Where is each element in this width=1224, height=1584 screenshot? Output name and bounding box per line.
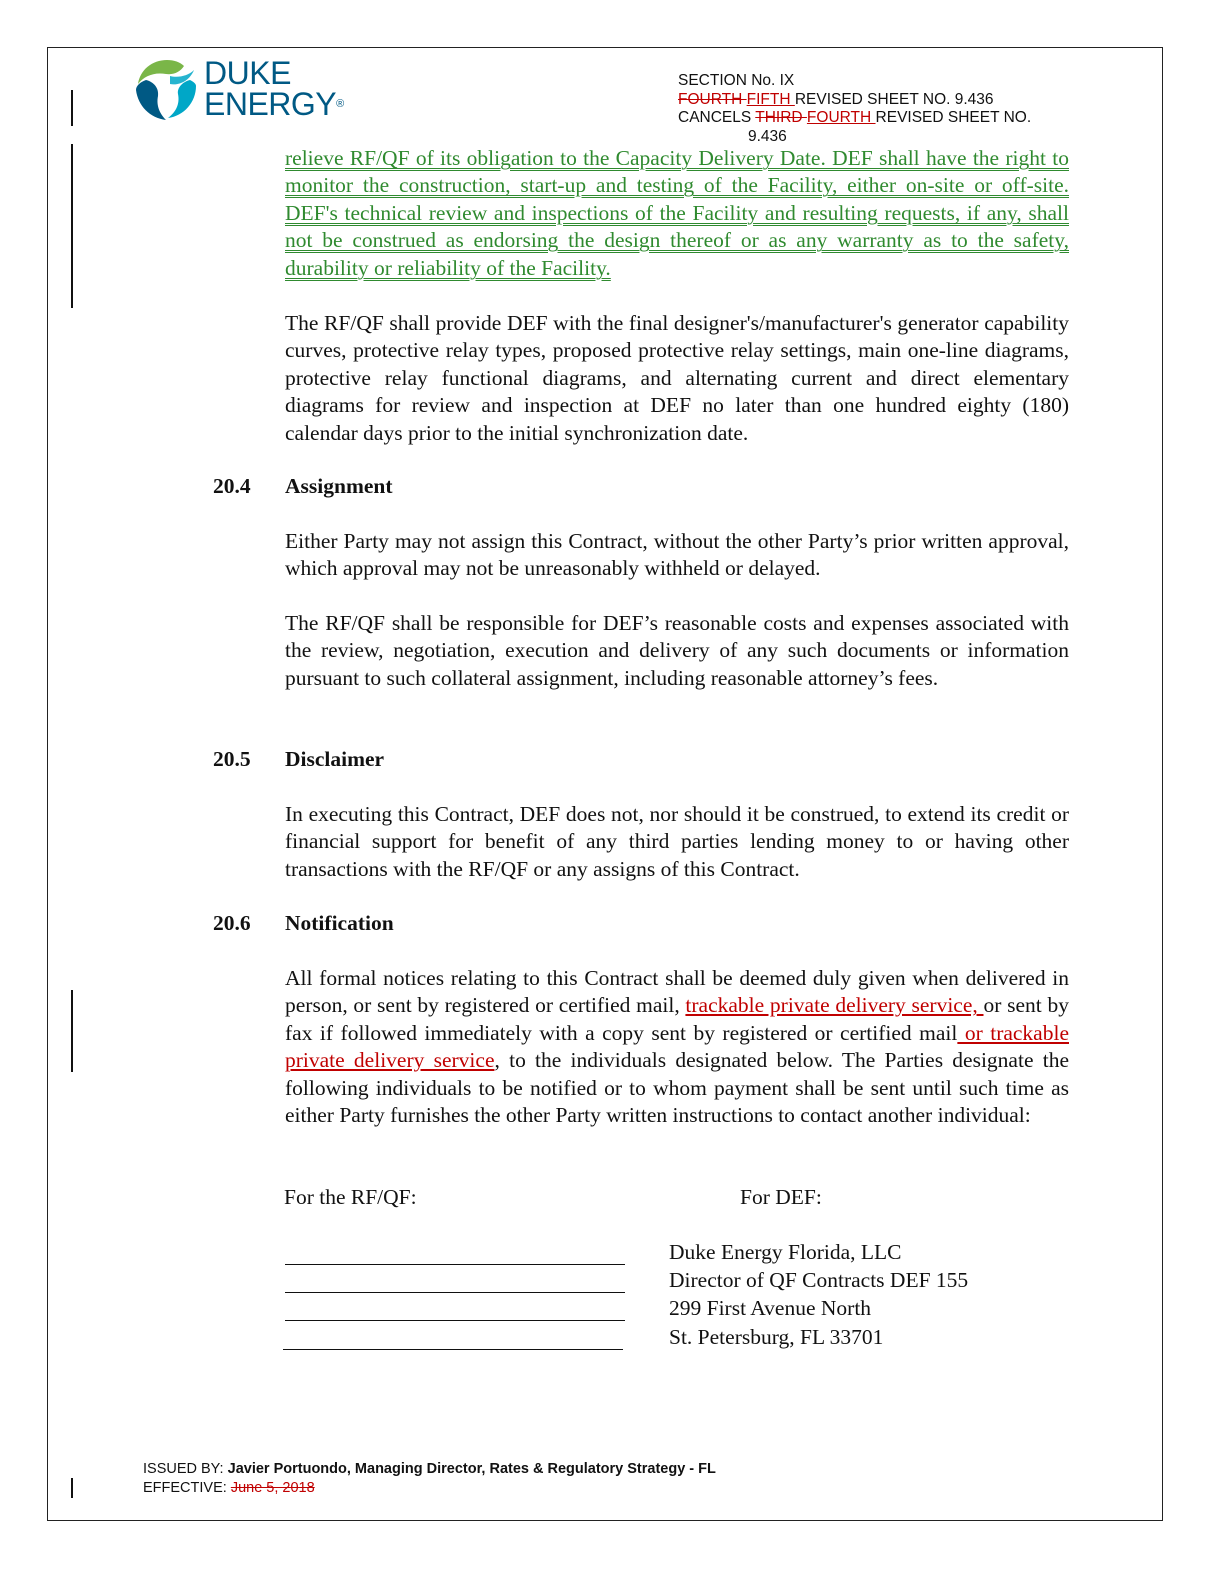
paragraph-disclaimer: In executing this Contract, DEF does not, nor should it be construed, to extend its credit or financial support for benefit of any third parties lending money to or having other transactions with the RF/QF or any assigns of this Contract. [285, 802, 1069, 881]
deleted-text: FOURTH [678, 90, 747, 108]
duke-energy-swirl-icon [134, 56, 200, 124]
change-bar [71, 90, 73, 126]
section-title: Assignment [285, 474, 393, 498]
issued-by-line [143, 1460, 716, 1479]
section-number: 20.5 [213, 747, 251, 771]
cancels-sheet-line [678, 109, 1098, 128]
blank-line [285, 1292, 625, 1293]
registered-mark: ® [336, 98, 344, 110]
deleted-text: June 5, 2018 [230, 1479, 315, 1496]
section-number: 20.6 [213, 911, 251, 935]
duke-energy-logo [134, 56, 349, 128]
for-def-label: For DEF: [740, 1185, 822, 1209]
logo-text-duke: DUKE [204, 55, 291, 91]
deleted-text: THIRD [755, 109, 807, 126]
inserted-text: or trackable private delivery service [285, 1020, 1069, 1073]
section-number: 20.4 [213, 474, 251, 498]
inserted-text: trackable private delivery service, [685, 993, 984, 1018]
paragraph-notification [285, 965, 1069, 1129]
blank-line [285, 1264, 625, 1265]
revised-sheet-line [678, 91, 1098, 110]
section-title: Notification [285, 911, 394, 935]
paragraph-assignment-1: Either Party may not assign this Contract, without the other Party’s prior written approval, which approval may not be unreasonably withheld or delayed. [285, 529, 1069, 581]
issued-by-label: ISSUED BY: [143, 1461, 228, 1477]
revised-sheet-text: REVISED SHEET NO. 9.436 [794, 90, 994, 108]
notification-text: , to the individuals designated below. The Parties designate the following individuals to be notified or to whom payment shall be sent until such time as either Party furnishes the other Party written instructions to contact another individual: [285, 1048, 1069, 1128]
notification-text: All formal notices relating to this Contract shall be deemed duly given when delivered in person, or sent by registered or certified mail, [285, 966, 1069, 1018]
effective-label: EFFECTIVE: [143, 1479, 231, 1496]
effective-line [143, 1479, 716, 1498]
cancels-text: CANCELS [678, 109, 756, 126]
for-rfqf-label: For the RF/QF: [284, 1185, 417, 1209]
blank-line [283, 1349, 623, 1350]
address-line: 299 First Avenue North [669, 1296, 872, 1321]
address-line: St. Petersburg, FL 33701 [669, 1324, 884, 1349]
footer [143, 1460, 716, 1497]
revised-sheet-text: REVISED SHEET NO. [875, 109, 1032, 126]
change-bar [71, 990, 73, 1072]
notification-text: or sent by fax if followed immediately with a copy sent by registered or certified mail [285, 993, 1069, 1045]
def-address [669, 1238, 968, 1351]
sheet-header [678, 72, 1098, 146]
paragraph-generator-curves: The RF/QF shall provide DEF with the final designer's/manufacturer's generator capability curves, protective relay types, proposed protective relay settings, main one-line diagrams, protective relay functional diagrams, and alternating current and direct elementary diagrams for review and inspection at DEF no later than one hundred eighty (180) calendar days prior to the initial synchronization date. [285, 311, 1069, 445]
cancelled-sheet-number: 9.436 [748, 127, 787, 145]
address-line: Director of QF Contracts DEF 155 [669, 1268, 969, 1293]
change-bar [71, 144, 73, 308]
section-title: Disclaimer [285, 747, 385, 771]
issued-by-value: Javier Portuondo, Managing Director, Rates & Regulatory Strategy - FL [227, 1461, 716, 1477]
inserted-text: FIFTH [746, 90, 795, 108]
paragraph-assignment-2: The RF/QF shall be responsible for DEF’s reasonable costs and expenses associated with the review, negotiation, execution and delivery of any such documents or information pursuant to such collateral assignment, including reasonable attorney’s fees. [285, 611, 1069, 690]
blank-line [285, 1320, 625, 1321]
change-bar [71, 1478, 73, 1498]
inserted-text: FOURTH [806, 109, 876, 126]
logo-text-energy: ENERGY [204, 86, 337, 122]
address-line: Duke Energy Florida, LLC [669, 1240, 902, 1264]
inserted-paragraph: relieve RF/QF of its obligation to the Capacity Delivery Date. DEF shall have the right to monitor the construction, start-up and testing of the Facility, either on-site or off-site. DEF's technical review and inspections of the Facility and resulting requests, if any, shall not be construed as endorsing the design thereof or as any warranty as to the safety, durability or reliability of the Facility. [285, 146, 1069, 280]
section-number: SECTION No. IX [678, 72, 795, 89]
